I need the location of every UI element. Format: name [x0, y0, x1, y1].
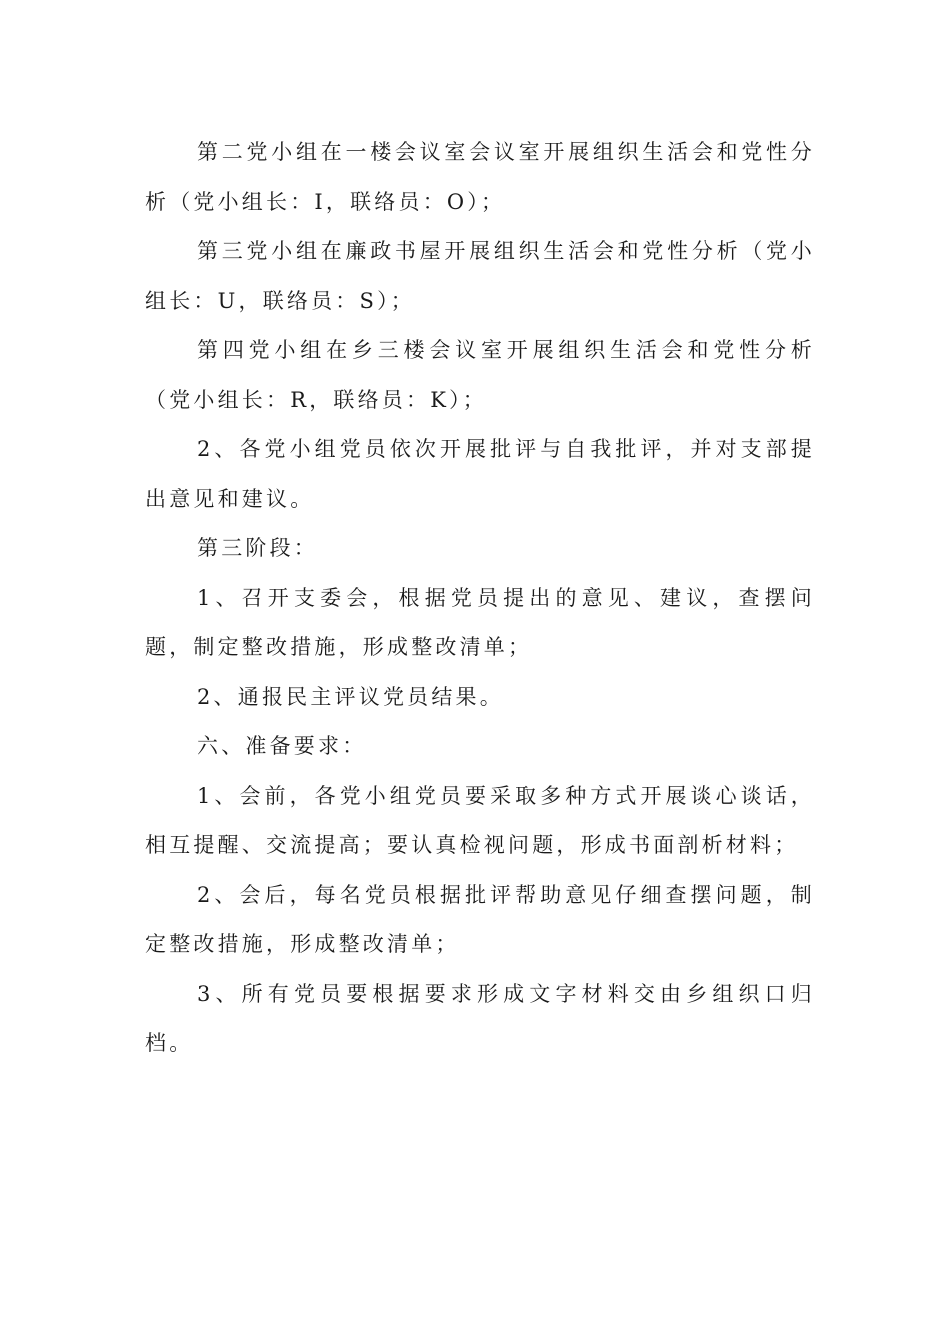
- paragraph-report-results: 2、通报民主评议党员结果。: [197, 684, 504, 709]
- paragraph-archive-materials: 3、所有党员要根据要求形成文字材料交由乡组织口归档。: [145, 981, 815, 1055]
- paragraph-group-two: 第二党小组在一楼会议室会议室开展组织生活会和党性分析（党小组长：I，联络员：O）；: [145, 140, 815, 214]
- heading-preparation-requirements: 六、准备要求：: [197, 734, 367, 758]
- document-body: [145, 128, 815, 1069]
- paragraph-after-meeting: 2、会后，每名党员根据批评帮助意见仔细查摆问题，制定整改措施，形成整改清单；: [145, 882, 815, 956]
- paragraph-group-four: 第四党小组在乡三楼会议室开展组织生活会和党性分析（党小组长：R，联络员：K）；: [145, 338, 815, 412]
- paragraph-group-three: 第三党小组在廉政书屋开展组织生活会和党性分析（党小组长：U，联络员：S）；: [145, 239, 815, 313]
- paragraph-criticism: 2、各党小组党员依次开展批评与自我批评，并对支部提出意见和建议。: [145, 437, 815, 511]
- paragraph-committee-meeting: 1、召开支委会，根据党员提出的意见、建议，查摆问题，制定整改措施，形成整改清单；: [145, 585, 815, 659]
- heading-stage-three: 第三阶段：: [197, 536, 318, 560]
- paragraph-before-meeting: 1、会前，各党小组党员要采取多种方式开展谈心谈话，相互提醒、交流提高；要认真检视问题，形成书面剖析材料；: [145, 783, 815, 857]
